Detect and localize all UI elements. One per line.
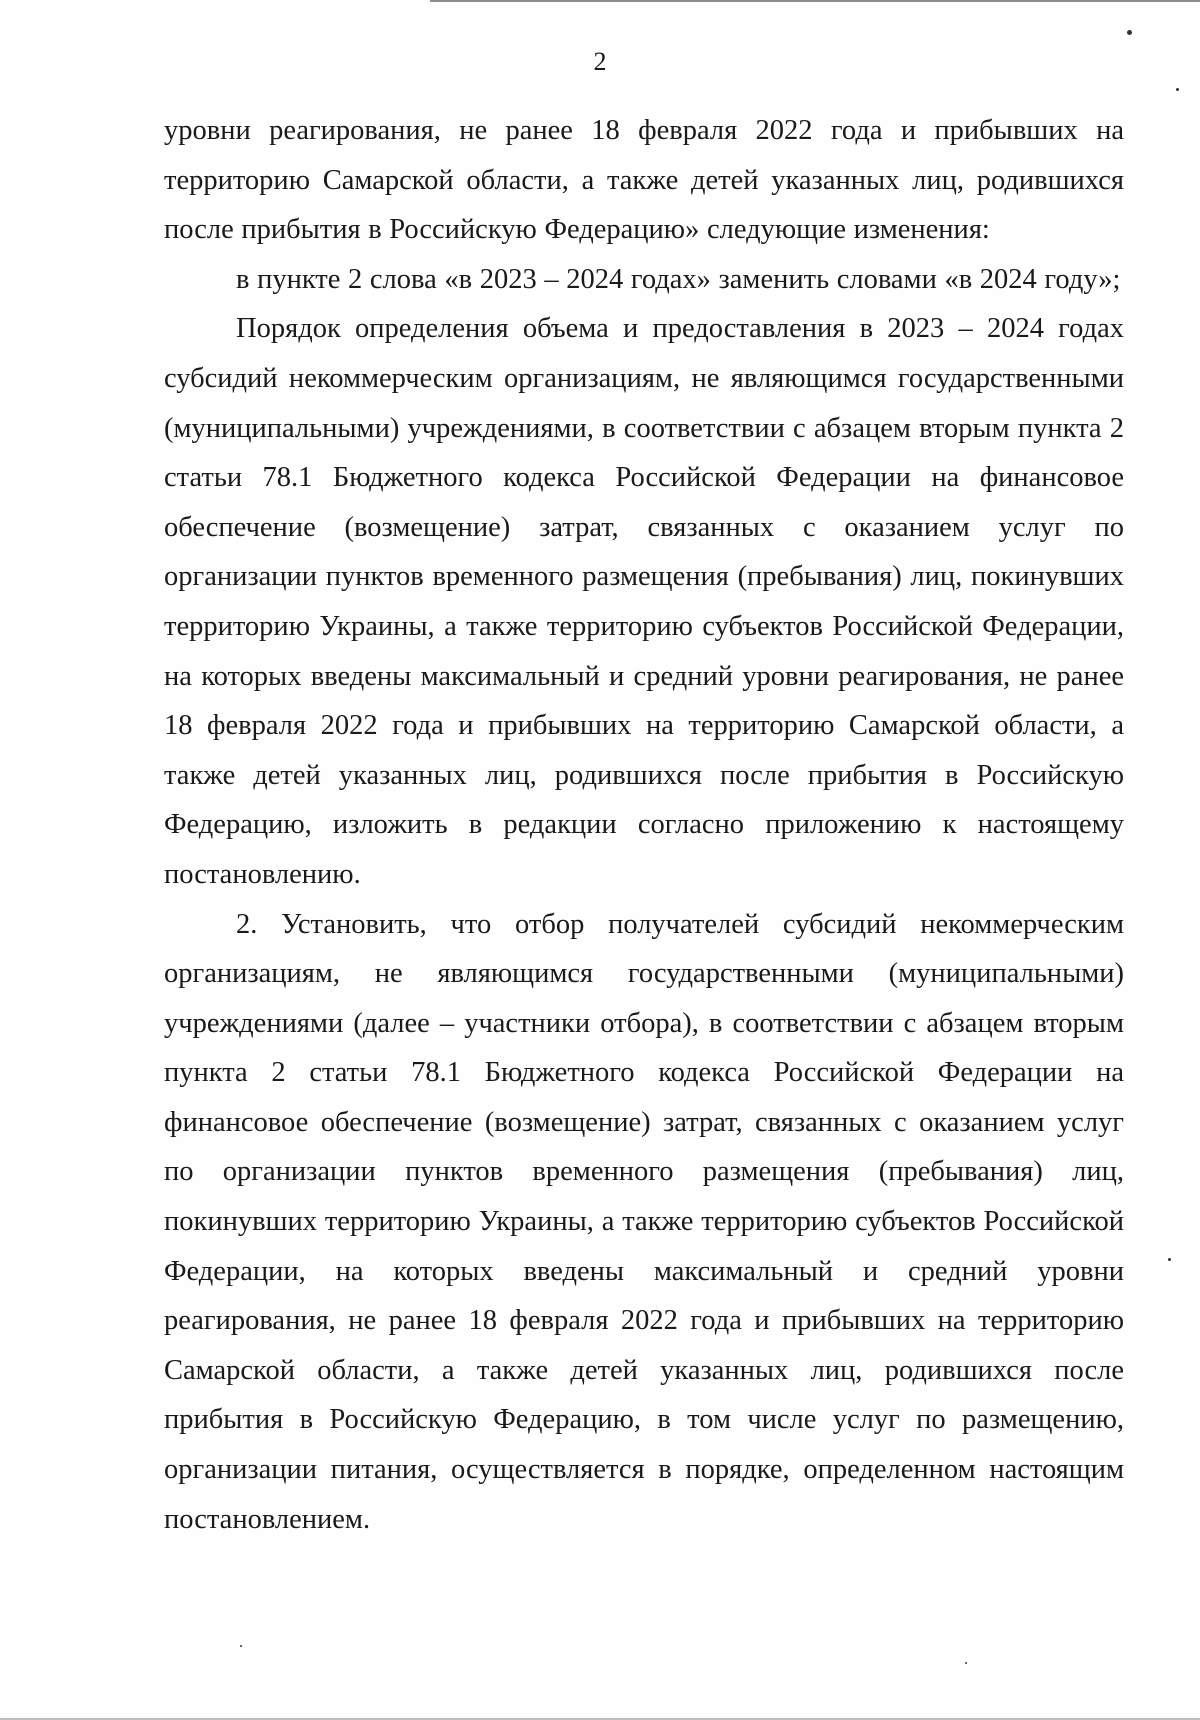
scan-speck — [1168, 1258, 1171, 1261]
document-body — [164, 106, 1124, 1544]
scan-speck — [1127, 30, 1132, 35]
paragraph-amendment-point-2: в пункте 2 слова «в 2023 – 2024 годах» заменить словами «в 2024 году»; — [236, 263, 1121, 295]
paragraph-section-2: 2. Установить, что отбор получателей субсидий некоммерческим организациям, не являющимся государственными (муниципальными) учреждениями (далее – участники отбора), в соответствии с абзацем вторым пункта 2 статьи 78.1 Бюджетного кодекса Российской Федерации на финансовое обеспечение (возмещение) затрат, связанных с оказанием услуг по организации пунктов временного размещения (пребывания) лиц, покинувших территорию Украины, а также территорию субъектов Российской Федерации, на которых введены максимальный и средний уровни реагирования, не ранее 18 февраля 2022 года и прибывших на территорию Самарской области, а также детей указанных лиц, родившихся после прибытия в Российскую Федерацию, в том числе услуг по размещению, организации питания, осуществляется в порядке, определенном настоящим постановлением. — [164, 908, 1124, 1535]
page-number: 2 — [593, 47, 607, 76]
scan-speck — [965, 1662, 967, 1664]
paragraph-procedure-amendment: Порядок определения объема и предоставления в 2023 – 2024 годах субсидий некоммерческим организациям, не являющимся государственными (муниципальными) учреждениями, в соответствии с абзацем вторым пункта 2 статьи 78.1 Бюджетного кодекса Российской Федерации на финансовое обеспечение (возмещение) затрат, связанных с оказанием услуг по организации пунктов временного размещения (пребывания) лиц, покинувших территорию Украины, а также территорию субъектов Российской Федерации, на которых введены максимальный и средний уровни реагирования, не ранее 18 февраля 2022 года и прибывших на территорию Самарской области, а также детей указанных лиц, родившихся после прибытия в Российскую Федерацию, изложить в редакции согласно приложению к настоящему постановлению. — [164, 313, 1124, 890]
scan-speck — [240, 1645, 242, 1647]
paragraph-continuation: уровни реагирования, не ранее 18 февраля 2022 года и прибывших на территорию Самарской области, а также детей указанных лиц, родившихся после прибытия в Российскую Федерацию» следующие изменения: — [164, 115, 1124, 246]
scan-speck — [1176, 88, 1179, 91]
scan-edge-top — [430, 0, 1200, 2]
